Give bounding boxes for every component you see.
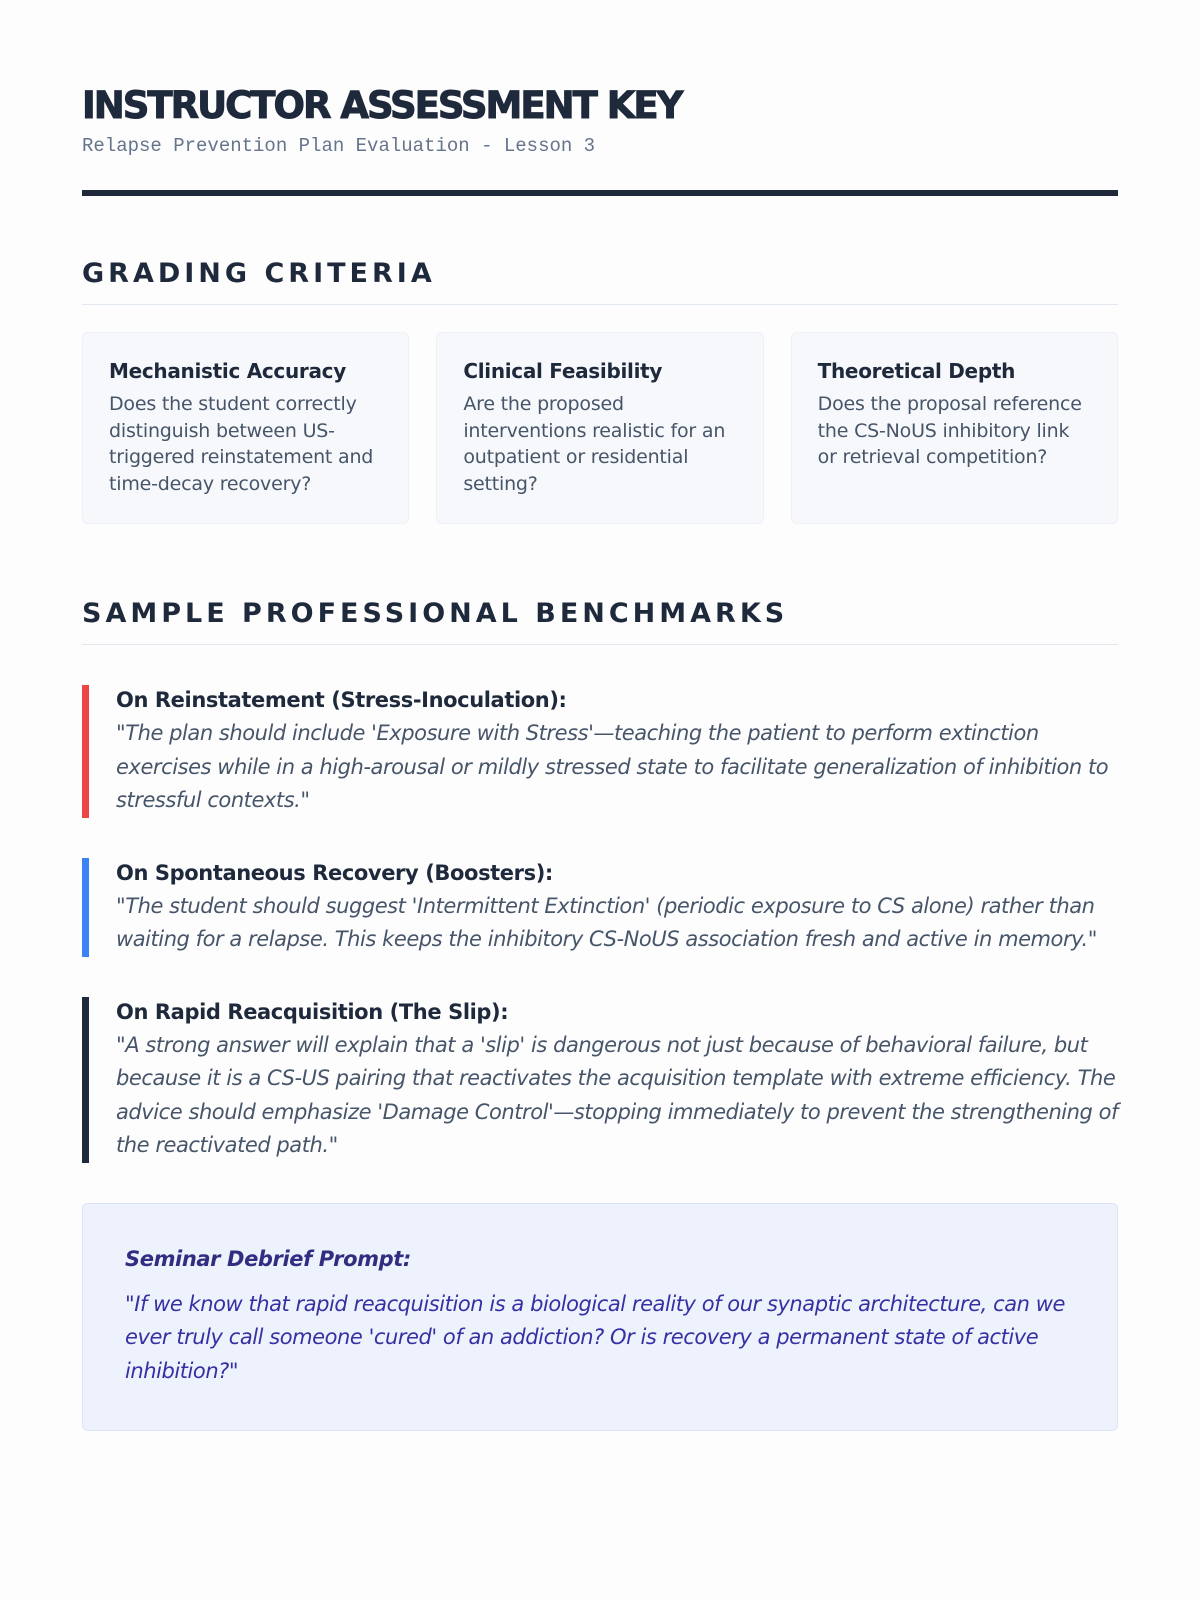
benchmark-reinstatement [82,685,1118,818]
criterion-description: Does the student correctly distinguish between US-triggered reinstatement and time-decay recovery? [109,393,374,495]
benchmark-quote: "A strong answer will explain that a 'slip' is dangerous not just because of behavioral failure, but because it is a CS-US pairing that reactivates the acquisition template with extreme efficiency. The advice should emphasize 'Damage Control'—stopping immediately to prevent the strengthening of the reactivated path." [116,1032,1118,1157]
section-divider [82,644,1118,645]
benchmarks-heading: SAMPLE PROFESSIONAL BENCHMARKS [82,598,789,629]
seminar-debrief-callout [82,1203,1118,1431]
benchmark-accent-bar [82,997,89,1163]
benchmark-rapid-reacquisition [82,997,1118,1163]
benchmark-quote: "The plan should include 'Exposure with Stress'—teaching the patient to perform extinction exercises while in a high-arousal or mildly stressed state to facilitate generalization of inhibition to stressful contexts." [116,721,1109,812]
grading-criteria-heading: GRADING CRITERIA [82,258,436,289]
criterion-description: Are the proposed interventions realistic for an outpatient or residential setting? [463,393,726,495]
section-divider [82,304,1118,305]
benchmark-list [82,685,1118,1163]
criteria-cards [82,332,1118,524]
criterion-description: Does the proposal reference the CS-NoUS inhibitory link or retrieval competition? [817,393,1082,468]
benchmark-quote: "The student should suggest 'Intermittent Extinction' (periodic exposure to CS alone) rather than waiting for a relapse. This keeps the inhibitory CS-NoUS association fresh and active in memory." [116,893,1097,951]
benchmarks-section [82,596,1118,1163]
benchmark-accent-bar [82,685,89,818]
criterion-title: Clinical Feasibility [463,359,663,383]
criterion-card-clinical-feasibility [436,332,763,524]
benchmark-spontaneous-recovery [82,858,1118,957]
grading-criteria-section [82,256,1118,524]
benchmark-title: On Spontaneous Recovery (Boosters): [116,860,553,885]
page-title: INSTRUCTOR ASSESSMENT KEY [82,84,682,127]
benchmark-title: On Reinstatement (Stress-Inoculation): [116,688,567,712]
criterion-title: Mechanistic Accuracy [109,359,346,383]
criterion-card-mechanistic-accuracy [82,332,409,524]
debrief-prompt: "If we know that rapid reacquisition is a biological reality of our synaptic architecture, can we ever truly call someone 'cured' of an addiction? Or is recovery a permanent state of active inhibition?" [125,1291,1065,1383]
benchmark-accent-bar [82,858,89,957]
criterion-title: Theoretical Depth [817,359,1016,383]
debrief-label: Seminar Debrief Prompt: [125,1246,411,1271]
header-divider [82,190,1118,196]
page-subtitle: Relapse Prevention Plan Evaluation - Lesson 3 [82,135,596,157]
benchmark-title: On Rapid Reacquisition (The Slip): [116,999,509,1024]
document-header [82,80,1118,196]
criterion-card-theoretical-depth [791,332,1118,524]
